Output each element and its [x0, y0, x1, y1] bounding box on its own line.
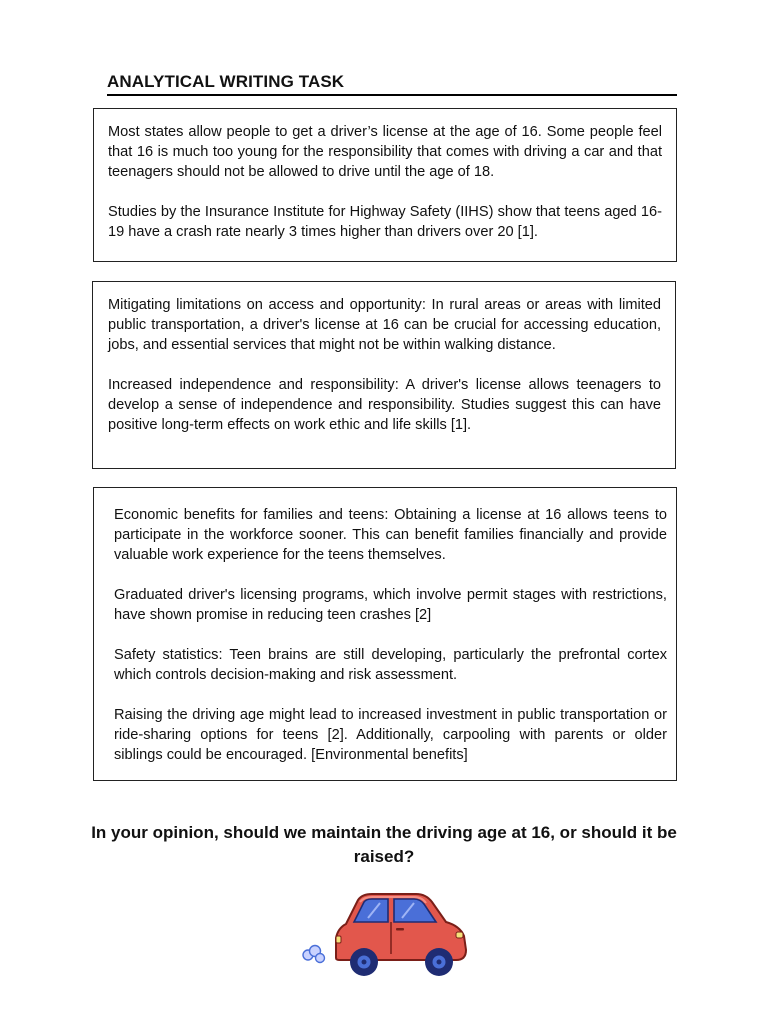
safety-statistics-paragraph: Safety statistics: Teen brains are still developing, particularly the prefrontal cortex which controls decision-making and risk assessment.	[114, 647, 667, 683]
economic-benefits-paragraph: Economic benefits for families and teens: Obtaining a license at 16 allows teens to participate in the workforce sooner. This can benefit families financially and provide valuable work experience for the teens themselves.	[114, 507, 667, 563]
car-rear-wheel	[350, 948, 378, 976]
graduated-licensing-paragraph: Graduated driver's licensing programs, which involve permit stages with restrictions, have shown promise in reducing teen crashes [2]	[114, 587, 667, 623]
opinion-question: In your opinion, should we maintain the driving age at 16, or should it be raised?	[91, 823, 677, 866]
argument-access-paragraph: Mitigating limitations on access and opportunity: In rural areas or areas with limited public transportation, a driver's license at 16 can be crucial for accessing education, jobs, and essential services that might not be within walking distance.	[108, 297, 661, 353]
car-front-wheel	[425, 948, 453, 976]
raising-age-paragraph: Raising the driving age might lead to increased investment in public transportation or ride-sharing options for teens [2]. Additionally, carpooling with parents or older siblings could be encouraged. [Environmental benefits]	[114, 707, 667, 763]
argument-independence-paragraph: Increased independence and responsibility: A driver's license allows teenagers to develop a sense of independence and responsibility. Studies suggest this can have positive long-term effects on work ethic and life skills [1].	[108, 377, 661, 433]
intro-paragraph-2: Studies by the Insurance Institute for Highway Safety (IIHS) show that teens aged 16-19 have a crash rate nearly 3 times higher than drivers over 20 [1].	[108, 204, 662, 240]
mixed-arguments-box	[93, 487, 677, 781]
arguments-for-16-box	[92, 281, 676, 469]
page-header	[107, 72, 677, 96]
intro-text-box	[93, 108, 677, 262]
intro-paragraph-1: Most states allow people to get a driver’s license at the age of 16. Some people feel that 16 is much too young for the responsibility that comes with driving a car and that teenagers should not be allowed to drive until the age of 18.	[108, 124, 662, 180]
page-title: ANALYTICAL WRITING TASK	[107, 72, 345, 91]
car-icon	[296, 888, 472, 980]
exhaust-smoke-icon	[303, 946, 325, 963]
car-taillight	[336, 936, 341, 943]
car-headlight	[456, 932, 463, 938]
